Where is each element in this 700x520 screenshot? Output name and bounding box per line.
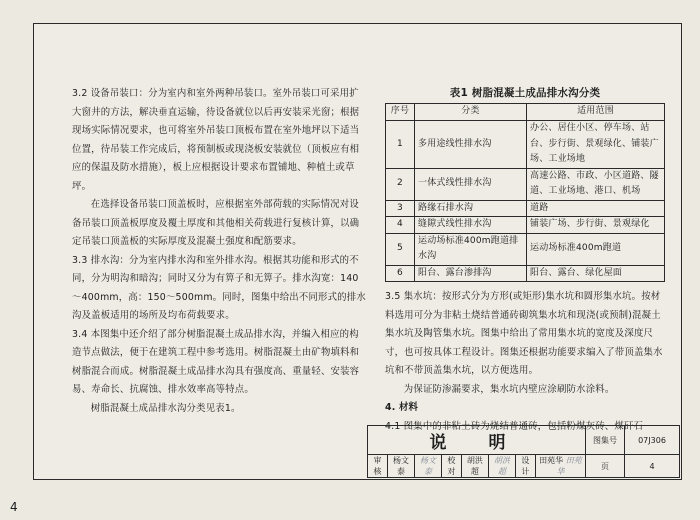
cell-category: 多用途线性排水沟 bbox=[415, 121, 527, 169]
atlas-label: 图集号 bbox=[586, 426, 625, 455]
paragraph-waterproof: 为保证防渗漏要求，集水坑内壁应涂刷防水涂料。 bbox=[403, 383, 615, 395]
cell-scope: 道路 bbox=[527, 200, 665, 217]
header-no: 序号 bbox=[386, 104, 415, 121]
cell-category: 阳台、露台渗排沟 bbox=[415, 265, 527, 282]
page-number: 4 bbox=[10, 500, 18, 514]
right-column bbox=[385, 85, 665, 436]
atlas-number: 07J306 bbox=[625, 426, 680, 455]
table-row bbox=[386, 121, 665, 169]
paragraph-3-4: 3.4 本图集中还介绍了部分树脂混凝土成品排水沟，并编入相应的构造节点做法，便于在建筑工程中参考选用。树脂混凝土由矿物填料和树脂混合而成。树脂混凝土成品排水沟具有强度高、重量轻、安装容易、寿命长、抗腐蚀、排水效率高等特点。 bbox=[72, 328, 360, 395]
table-header-row bbox=[386, 104, 665, 121]
cell-no: 6 bbox=[386, 265, 415, 282]
cell-category: 运动场标准400m跑道排水沟 bbox=[415, 233, 527, 265]
table-row bbox=[386, 217, 665, 234]
table-row bbox=[386, 265, 665, 282]
paragraph-3-2: 3.2 设备吊装口：分为室内和室外两种吊装口。室外吊装口可采用扩大窗井的方法，解决垂直运输，待设备就位以后再安装采光窗；根据现场实际情况要求，也可将室外吊装口顶板布置在室外地坪以下适当位置，待吊装工作完成后，将预制板或现浇板安装就位（顶板应有相应的保温及防水措施），板上应根据设计要求布置铺地、种植土或草坪。 bbox=[72, 88, 360, 192]
title-block-row-top bbox=[368, 426, 680, 455]
paragraph-3-3: 3.3 排水沟：分为室内排水沟和室外排水沟。根据其功能和形式的不同，分为明沟和暗沟；同时又分为有箅子和无箅子。排水沟宽：140～400mm，高：150～500mm。同时，图集中给出不同形式的排水沟及盖板适用的场所及均布荷载要求。 bbox=[72, 254, 366, 321]
cell-no: 2 bbox=[386, 168, 415, 200]
table-row bbox=[386, 200, 665, 217]
section-title-materials: 4. 材料 bbox=[385, 402, 419, 413]
cell-category: 缝隙式线性排水沟 bbox=[415, 217, 527, 234]
table-title: 表1 树脂混凝土成品排水沟分类 bbox=[449, 87, 601, 99]
review-signature: 杨文泰 bbox=[414, 455, 441, 478]
cell-no: 4 bbox=[386, 217, 415, 234]
cell-scope: 运动场标准400m跑道 bbox=[527, 233, 665, 265]
header-scope: 适用范围 bbox=[527, 104, 665, 121]
design-label: 设计 bbox=[515, 455, 535, 478]
table-row bbox=[386, 233, 665, 265]
check-signature: 胡洪超 bbox=[488, 455, 515, 478]
cell-no: 5 bbox=[386, 233, 415, 265]
cell-scope: 高速公路、市政、小区道路、隧道、工业场地、港口、机场 bbox=[527, 168, 665, 200]
paragraph-table-ref: 树脂混凝土成品排水沟分类见表1。 bbox=[90, 402, 241, 414]
drawing-title: 说 明 bbox=[368, 426, 586, 455]
review-name: 杨文泰 bbox=[387, 455, 414, 478]
review-label: 审核 bbox=[368, 455, 388, 478]
title-block-row-bottom bbox=[368, 455, 680, 478]
drainage-classification-table bbox=[385, 103, 665, 282]
cell-no: 1 bbox=[386, 121, 415, 169]
design-name bbox=[535, 455, 585, 478]
right-text bbox=[385, 288, 665, 436]
cell-category: 一体式线性排水沟 bbox=[415, 168, 527, 200]
cell-scope: 办公、居住小区、停车场、站台、步行街、景观绿化、铺装广场、工业场地 bbox=[527, 121, 665, 169]
cell-category: 路缘石排水沟 bbox=[415, 200, 527, 217]
header-category: 分类 bbox=[415, 104, 527, 121]
cell-no: 3 bbox=[386, 200, 415, 217]
cell-scope: 阳台、露台、绿化屋面 bbox=[527, 265, 665, 282]
table-row bbox=[386, 168, 665, 200]
paragraph-3-5: 3.5 集水坑：按形式分为方形(或矩形)集水坑和圆形集水坑。按材料选用可分为非粘土烧结普通砖砌筑集水坑和现浇(或预制)混凝土集水坑及陶管集水坑。图集中给出了常用集水坑的宽度及深度尺寸，也可按具体工程设计。图集还根据功能要求编入了带顶盖集水坑和不带顶盖集水坑，以方便选用。 bbox=[385, 291, 663, 376]
page-number-cell: 4 bbox=[625, 455, 680, 478]
left-column bbox=[72, 85, 367, 418]
paragraph-hatch-cover: 在选择设备吊装口顶盖板时，应根据室外部荷载的实际情况对设备吊装口顶盖板厚度及覆土厚度和其他相关荷载进行复核计算，以确定吊装口顶盖板的实际厚度及混凝土强度和配筋要求。 bbox=[72, 199, 360, 247]
paragraph-4-1: 4.1 图集中的非粘土砖为烧结普通砖，包括粉煤灰砖、煤矸石 bbox=[385, 420, 644, 432]
check-name: 胡洪超 bbox=[461, 455, 488, 478]
cell-scope: 铺装广场、步行街、景观绿化 bbox=[527, 217, 665, 234]
title-block-table bbox=[367, 425, 680, 478]
title-block bbox=[367, 425, 680, 478]
check-label: 校对 bbox=[441, 455, 461, 478]
page-label: 页 bbox=[586, 455, 625, 478]
design-name-text: 田苑华 bbox=[539, 456, 564, 465]
design-signature: 田苑华 bbox=[556, 456, 582, 476]
